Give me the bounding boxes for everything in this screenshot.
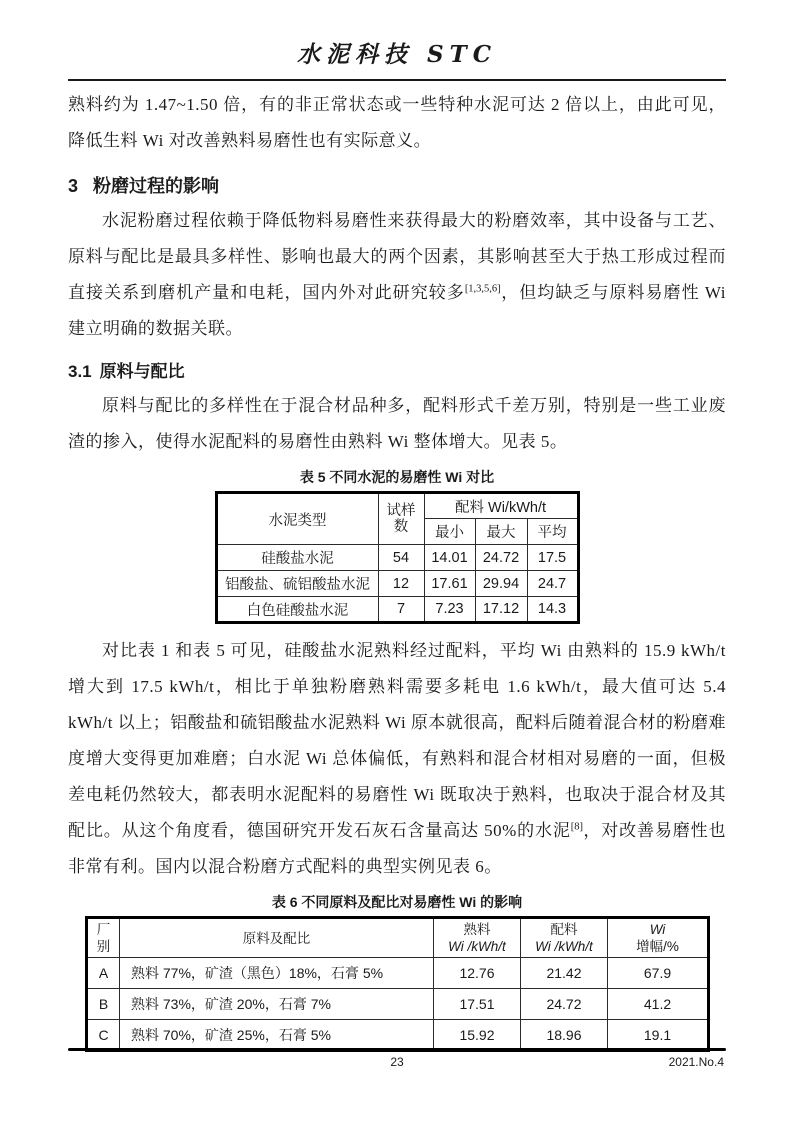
header-line: Wi /kWh/t bbox=[448, 939, 506, 954]
table5-header-cement-type: 水泥类型 bbox=[216, 493, 378, 545]
cell-mix: 熟料 70%，矿渣 25%，石膏 5% bbox=[120, 1020, 434, 1051]
cell-plant: B bbox=[87, 989, 120, 1020]
table5-header-group: 配料 Wi/kWh/t bbox=[424, 493, 578, 519]
cell-samples: 54 bbox=[378, 545, 424, 571]
section-3-number: 3 bbox=[68, 176, 79, 196]
cell-min: 14.01 bbox=[424, 545, 475, 571]
table5-header-row bbox=[216, 493, 578, 519]
table-row bbox=[216, 597, 578, 623]
cell-avg: 24.7 bbox=[527, 571, 578, 597]
cell-increase: 19.1 bbox=[608, 1020, 709, 1051]
table6-header-clinker-wi bbox=[434, 918, 521, 958]
table5-caption: 表 5 不同水泥的易磨性 Wi 对比 bbox=[299, 469, 495, 485]
paragraph-analysis bbox=[68, 633, 726, 885]
section-3-heading bbox=[68, 173, 726, 199]
table5-header-sample-count bbox=[378, 493, 424, 545]
table-row bbox=[87, 989, 709, 1020]
cell-samples: 12 bbox=[378, 571, 424, 597]
cell-avg: 14.3 bbox=[527, 597, 578, 623]
cell-cement-type: 白色硅酸盐水泥 bbox=[216, 597, 378, 623]
cell-max: 24.72 bbox=[475, 545, 527, 571]
table5-header-avg: 平均 bbox=[527, 519, 578, 545]
citation-reference: [1,3,5,6] bbox=[464, 283, 501, 295]
header-line: 熟料 bbox=[463, 922, 491, 937]
cell-max: 17.12 bbox=[475, 597, 527, 623]
cell-clinker-wi: 12.76 bbox=[434, 958, 521, 989]
header-line: 别 bbox=[96, 939, 111, 954]
header-line: 厂 bbox=[96, 922, 111, 937]
cell-avg: 17.5 bbox=[527, 545, 578, 571]
paragraph-grinding-process bbox=[68, 203, 726, 347]
cell-plant: A bbox=[87, 958, 120, 989]
footer-rule bbox=[68, 1048, 726, 1051]
cell-clinker-wi: 17.51 bbox=[434, 989, 521, 1020]
paragraph-text: ，但均缺乏与原料易磨性 Wi 建立明确的数据关联。 bbox=[68, 283, 727, 338]
header-line: 试样 bbox=[386, 503, 416, 519]
table6-header-wi-increase bbox=[608, 918, 709, 958]
cell-blend-wi: 21.42 bbox=[521, 958, 608, 989]
cell-cement-type: 硅酸盐水泥 bbox=[216, 545, 378, 571]
cell-cement-type: 铝酸盐、硫铝酸盐水泥 bbox=[216, 571, 378, 597]
header-line: 配料 bbox=[550, 922, 578, 937]
citation-reference: [8] bbox=[570, 821, 584, 833]
cell-min: 7.23 bbox=[424, 597, 475, 623]
cell-max: 29.94 bbox=[475, 571, 527, 597]
section-3-title: 粉磨过程的影响 bbox=[93, 176, 220, 196]
cell-blend-wi: 24.72 bbox=[521, 989, 608, 1020]
cell-min: 17.61 bbox=[424, 571, 475, 597]
header-rule bbox=[68, 79, 726, 81]
paragraph-text: 对比表 1 和表 5 可见，硅酸盐水泥熟料经过配料，平均 Wi 由熟料的 15.9 kWh/t 增大到 17.5 kWh/t，相比于单独粉磨熟料需要多耗电 1.6 kWh/t，最大值可达 5.4 kWh/t 以上；铝酸盐和硫铝酸盐水泥熟料 Wi 原本就很高，配料后随着混合材的粉磨难度增大变得更加难磨；白水泥 Wi 总体偏低，有熟料和混合材相对易磨的一面，但极差电耗仍然较大，都表明水泥配料的易磨性 Wi 既取决于熟料，也取决于混合材及其配比。从这个角度看，德国研究开发石灰石含量高达 50%的水泥 bbox=[68, 641, 726, 840]
section-3-1-title: 原料与配比 bbox=[99, 362, 185, 381]
table5 bbox=[215, 491, 580, 624]
table-row bbox=[216, 545, 578, 571]
cell-mix: 熟料 73%，矿渣 20%，石膏 7% bbox=[120, 989, 434, 1020]
table6-header-mix: 原料及配比 bbox=[120, 918, 434, 958]
cell-increase: 67.9 bbox=[608, 958, 709, 989]
table5-header-max: 最大 bbox=[475, 519, 527, 545]
cell-samples: 7 bbox=[378, 597, 424, 623]
page-number: 23 bbox=[390, 1055, 404, 1069]
table6-header-blend-wi bbox=[521, 918, 608, 958]
table6-header-plant bbox=[87, 918, 120, 958]
cell-clinker-wi: 15.92 bbox=[434, 1020, 521, 1051]
section-3-1-number: 3.1 bbox=[68, 362, 92, 381]
paragraph-raw-materials: 原料与配比的多样性在于混合材品种多，配料形式千差万别，特别是一些工业废渣的掺入，使得水泥配料的易磨性由熟料 Wi 整体增大。见表 5。 bbox=[68, 396, 726, 451]
paragraph-text: ，对改善易磨性也非常有利。国内以混合粉磨方式配料的典型实例见表 6。 bbox=[68, 821, 726, 876]
table5-header-min: 最小 bbox=[424, 519, 475, 545]
header-line: 数 bbox=[393, 519, 409, 535]
issue-number: 2021.No.4 bbox=[668, 1055, 724, 1069]
table-row bbox=[87, 1020, 709, 1051]
cell-plant: C bbox=[87, 1020, 120, 1051]
table6-header-row bbox=[87, 918, 709, 958]
table-row bbox=[87, 958, 709, 989]
section-3-1-heading bbox=[68, 359, 726, 384]
paragraph-text: 水泥粉磨过程依赖于降低物料易磨性来获得最大的粉磨效率，其中设备与工艺、原料与配比是最具多样性、影响也最大的两个因素，其影响甚至大于热工形成过程而直接关系到磨机产量和电耗，国内外对此研究较多 bbox=[68, 211, 726, 302]
table-row bbox=[216, 571, 578, 597]
table6 bbox=[85, 916, 710, 1052]
header-line: 增幅/% bbox=[636, 939, 679, 954]
table6-caption: 表 6 不同原料及配比对易磨性 Wi 的影响 bbox=[271, 894, 523, 910]
cell-mix: 熟料 77%，矿渣（黑色）18%，石膏 5% bbox=[120, 958, 434, 989]
cell-increase: 41.2 bbox=[608, 989, 709, 1020]
header-line: Wi /kWh/t bbox=[535, 939, 593, 954]
header-line: Wi bbox=[649, 922, 666, 937]
paragraph-intro-continuation: 熟料约为 1.47~1.50 倍，有的非正常状态或一些特种水泥可达 2 倍以上，由此可见，降低生料 Wi 对改善熟料易磨性也有实际意义。 bbox=[68, 95, 726, 150]
journal-title: 水泥科技 STC bbox=[296, 41, 498, 68]
cell-blend-wi: 18.96 bbox=[521, 1020, 608, 1051]
page-footer bbox=[68, 1048, 726, 1071]
footer-row bbox=[68, 1053, 726, 1071]
